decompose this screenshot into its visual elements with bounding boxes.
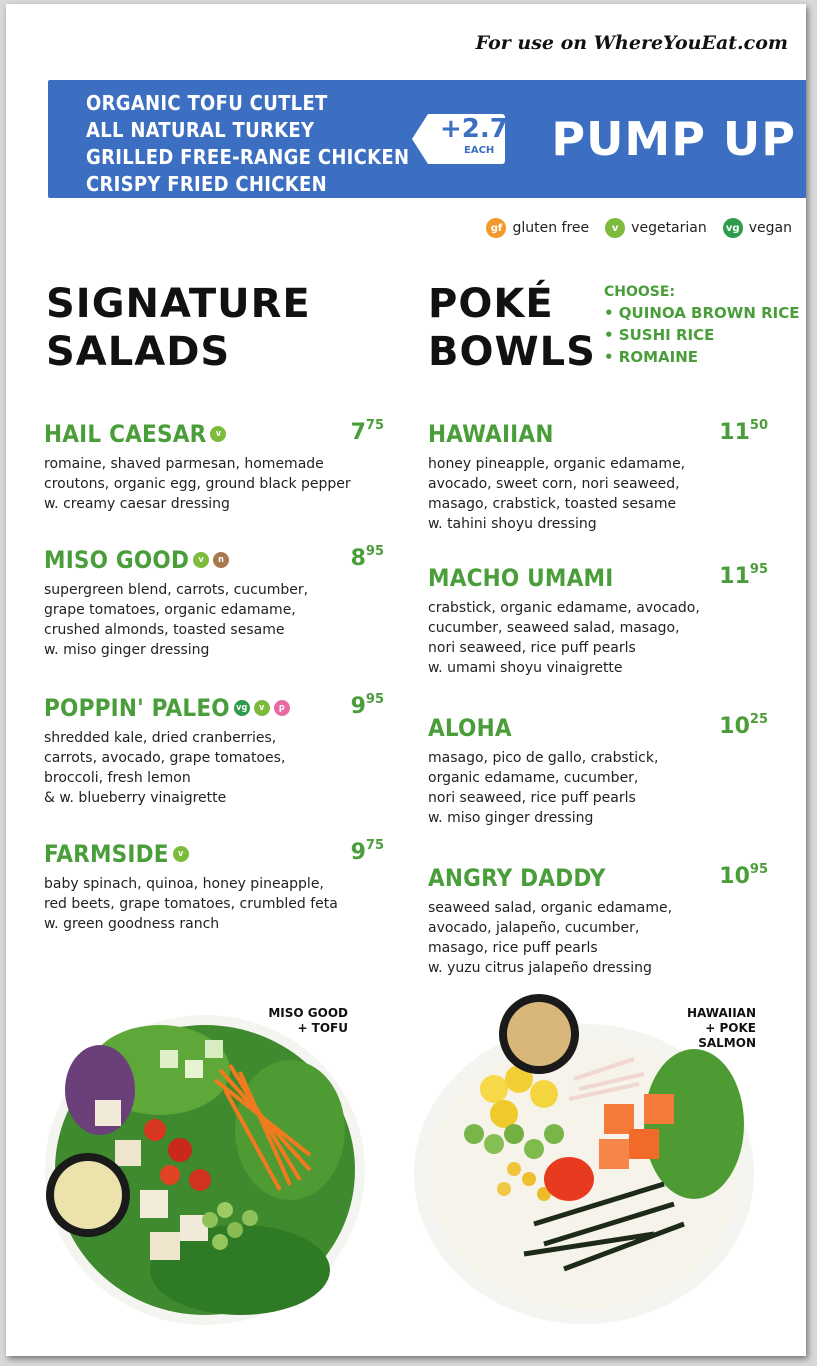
item-description: shredded kale, dried cranberries, carrots, avocado, grape tomatoes, broccoli, fresh lemon & w. blueberry vinaigrette xyxy=(44,730,286,806)
item-description: supergreen blend, carrots, cucumber, grape tomatoes, organic edamame, crushed almonds, toasted sesame w. miso ginger dressing xyxy=(44,582,309,658)
salads-title-line: SIGNATURE xyxy=(46,281,311,327)
pump-up-banner xyxy=(48,80,806,198)
legend-label: gluten free xyxy=(512,220,590,236)
item-price: $8^{95}$ xyxy=(350,544,384,571)
item-price: $11^{50}$ xyxy=(719,418,768,445)
item-name: ANGRY DADDY xyxy=(428,864,606,892)
item-name: MACHO UMAMI xyxy=(428,564,614,592)
price-unit: EACH xyxy=(464,145,495,156)
item-price: $9^{95}$ xyxy=(350,692,384,719)
protein-option: ALL NATURAL TURKEY xyxy=(86,118,315,142)
gluten-free-icon: gf xyxy=(486,218,506,238)
salads-title-line: SALADS xyxy=(46,329,231,375)
salad-photo-caption: MISO GOOD + TOFU xyxy=(268,1006,348,1035)
menu-item-miso-good xyxy=(44,546,384,660)
menu-item-macho-umami xyxy=(428,564,768,678)
item-description: crabstick, organic edamame, avocado, cucumber, seaweed salad, masago, nori seaweed, rice puff pearls w. umami shoyu vinaigrette xyxy=(428,600,700,676)
price-tag xyxy=(410,112,526,166)
vegetarian-icon: v xyxy=(605,218,625,238)
item-price: $10^{25}$ xyxy=(719,712,768,739)
item-description: romaine, shaved parmesan, homemade croutons, organic egg, ground black pepper w. creamy caesar dressing xyxy=(44,456,351,512)
menu-page xyxy=(6,4,806,1356)
base-option: • QUINOA BROWN RICE xyxy=(604,304,800,322)
menu-item-farmside xyxy=(44,840,384,934)
item-name: POPPIN' PALEO xyxy=(44,694,230,722)
base-option: • SUSHI RICE xyxy=(604,326,715,344)
base-option: • ROMAINE xyxy=(604,348,699,366)
protein-option: CRISPY FRIED CHICKEN xyxy=(86,172,327,196)
item-name: MISO GOOD xyxy=(44,546,190,574)
item-name: HAWAIIAN xyxy=(428,420,554,448)
vegan-icon: vg xyxy=(234,700,250,716)
price-amount: +2.75 xyxy=(440,114,526,144)
bowls-section-title xyxy=(428,280,596,376)
nut-icon: n xyxy=(213,552,229,568)
vegetarian-icon: v xyxy=(254,700,270,716)
protein-option: GRILLED FREE-RANGE CHICKEN xyxy=(86,145,410,169)
salads-section-title xyxy=(46,280,311,376)
item-price: $10^{95}$ xyxy=(719,862,768,889)
diet-legend xyxy=(486,218,802,238)
item-name: HAIL CAESAR xyxy=(44,420,207,448)
menu-item-hawaiian xyxy=(428,420,768,534)
bowl-photo-caption: HAWAIIAN + POKE SALMON xyxy=(686,1006,756,1050)
menu-item-angry-daddy xyxy=(428,864,768,978)
item-description: seaweed salad, organic edamame, avocado, jalapeño, cucumber, masago, rice puff pearls w. yuzu citrus jalapeño dressing xyxy=(428,900,673,976)
vegetarian-icon: v xyxy=(193,552,209,568)
vegetarian-icon: v xyxy=(173,846,189,862)
bowls-title-line: BOWLS xyxy=(428,329,596,375)
paleo-icon: p xyxy=(274,700,290,716)
menu-item-aloha xyxy=(428,714,768,828)
item-price: $11^{95}$ xyxy=(719,562,768,589)
legend-label: vegan xyxy=(748,220,792,236)
item-description: masago, pico de gallo, crabstick, organic edamame, cucumber, nori seaweed, rice puff pearls w. miso ginger dressing xyxy=(428,750,659,826)
bowls-title-line: POKÉ xyxy=(428,281,554,327)
menu-item-poppin-paleo xyxy=(44,694,384,808)
item-description: honey pineapple, organic edamame, avocado, sweet corn, nori seaweed, masago, crabstick, toasted sesame w. tahini shoyu dressing xyxy=(428,456,686,532)
choose-title: CHOOSE: xyxy=(604,284,676,300)
item-name: FARMSIDE xyxy=(44,840,169,868)
banner-title: PUMP UP xyxy=(551,112,796,166)
item-name: ALOHA xyxy=(428,714,512,742)
menu-item-hail-caesar xyxy=(44,420,384,514)
protein-option: ORGANIC TOFU CUTLET xyxy=(86,91,328,115)
base-choices xyxy=(604,284,800,368)
item-price: $7^{75}$ xyxy=(350,418,384,445)
vegan-icon: vg xyxy=(723,218,743,238)
item-description: baby spinach, quinoa, honey pineapple, red beets, grape tomatoes, crumbled feta w. green goodness ranch xyxy=(44,876,338,932)
legend-label: vegetarian xyxy=(631,220,707,236)
item-price: $9^{75}$ xyxy=(350,838,384,865)
protein-list xyxy=(86,90,409,198)
watermark: For use on WhereYouEat.com xyxy=(475,32,788,54)
vegetarian-icon: v xyxy=(210,426,226,442)
